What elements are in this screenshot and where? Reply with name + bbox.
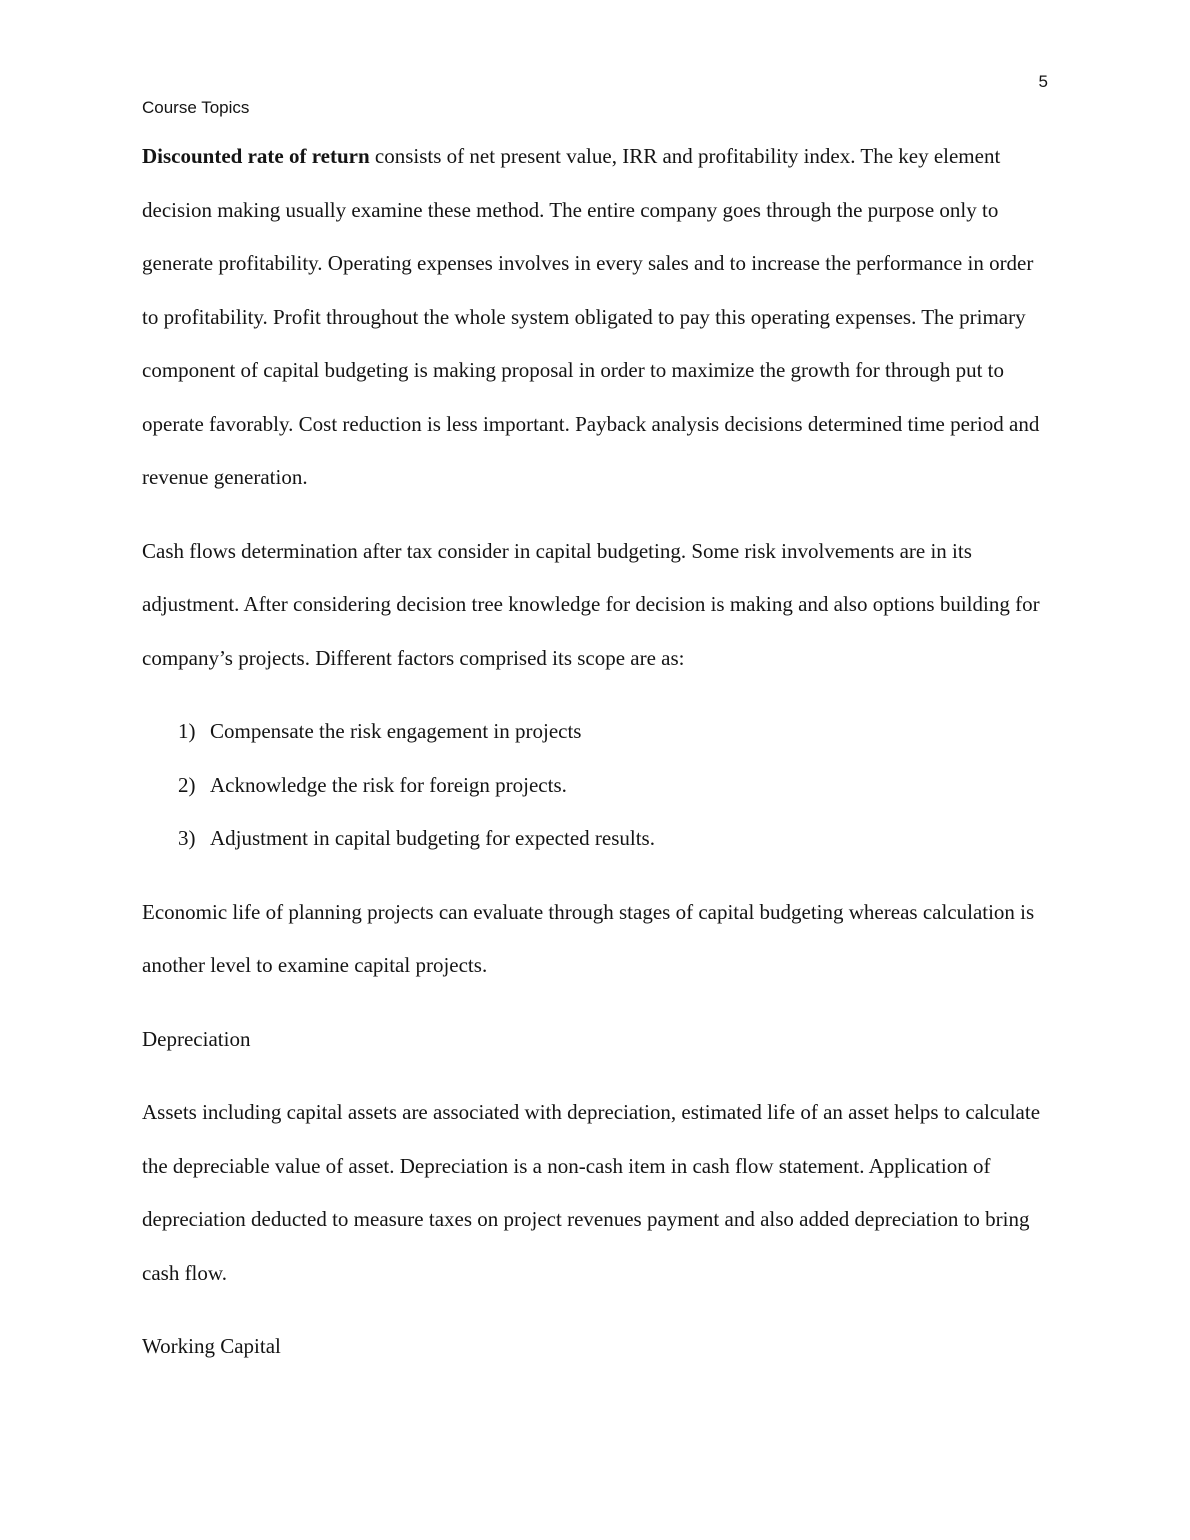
list-item-marker: 1)	[178, 719, 196, 743]
paragraph-text: consists of net present value, IRR and profitability index. The key element decision making usually examine these method. The entire company goes through the purpose only to generate profitability. Operating expenses involves in every sales and to increase the performance in order to profitability. Profit throughout the whole system obligated to pay this operating expenses. The primary component of capital budgeting is making proposal in order to maximize the growth for through put to operate favorably. Cost reduction is less important. Payback analysis decisions determined time period and revenue generation.	[142, 144, 1040, 489]
list-item-marker: 2)	[178, 772, 196, 797]
heading-depreciation: Depreciation	[142, 1026, 251, 1051]
paragraph-bold-lead: Discounted rate of return	[142, 144, 370, 168]
list-item	[142, 812, 1048, 866]
page-number: 5	[1038, 72, 1048, 91]
list-item-text: Acknowledge the risk for foreign projects.	[210, 772, 567, 797]
list-item	[142, 705, 1048, 759]
running-header: Course Topics	[142, 98, 250, 117]
list-item	[142, 759, 1048, 813]
list-item-text: Compensate the risk engagement in projects	[210, 719, 582, 743]
paragraph-economic-life: Economic life of planning projects can evaluate through stages of capital budgeting whereas calculation is another level to examine capital projects.	[142, 899, 1035, 977]
paragraph-cash-flows: Cash flows determination after tax consider in capital budgeting. Some risk involvements are in its adjustment. After considering decision tree knowledge for decision is making and also options building for company’s projects. Different factors comprised its scope are as:	[142, 538, 1040, 670]
paragraph-discounted-rate	[142, 130, 1048, 505]
list-item-text: Adjustment in capital budgeting for expected results.	[210, 826, 655, 850]
heading-working-capital: Working Capital	[142, 1334, 281, 1358]
paragraph-depreciation: Assets including capital assets are associated with depreciation, estimated life of an asset helps to calculate the depreciable value of asset. Depreciation is a non-cash item in cash flow statement. Application of depreciation deducted to measure taxes on project revenues payment and also added depreciation to bring cash flow.	[142, 1100, 1041, 1285]
list-item-marker: 3)	[178, 826, 196, 850]
numbered-list	[142, 705, 1048, 866]
